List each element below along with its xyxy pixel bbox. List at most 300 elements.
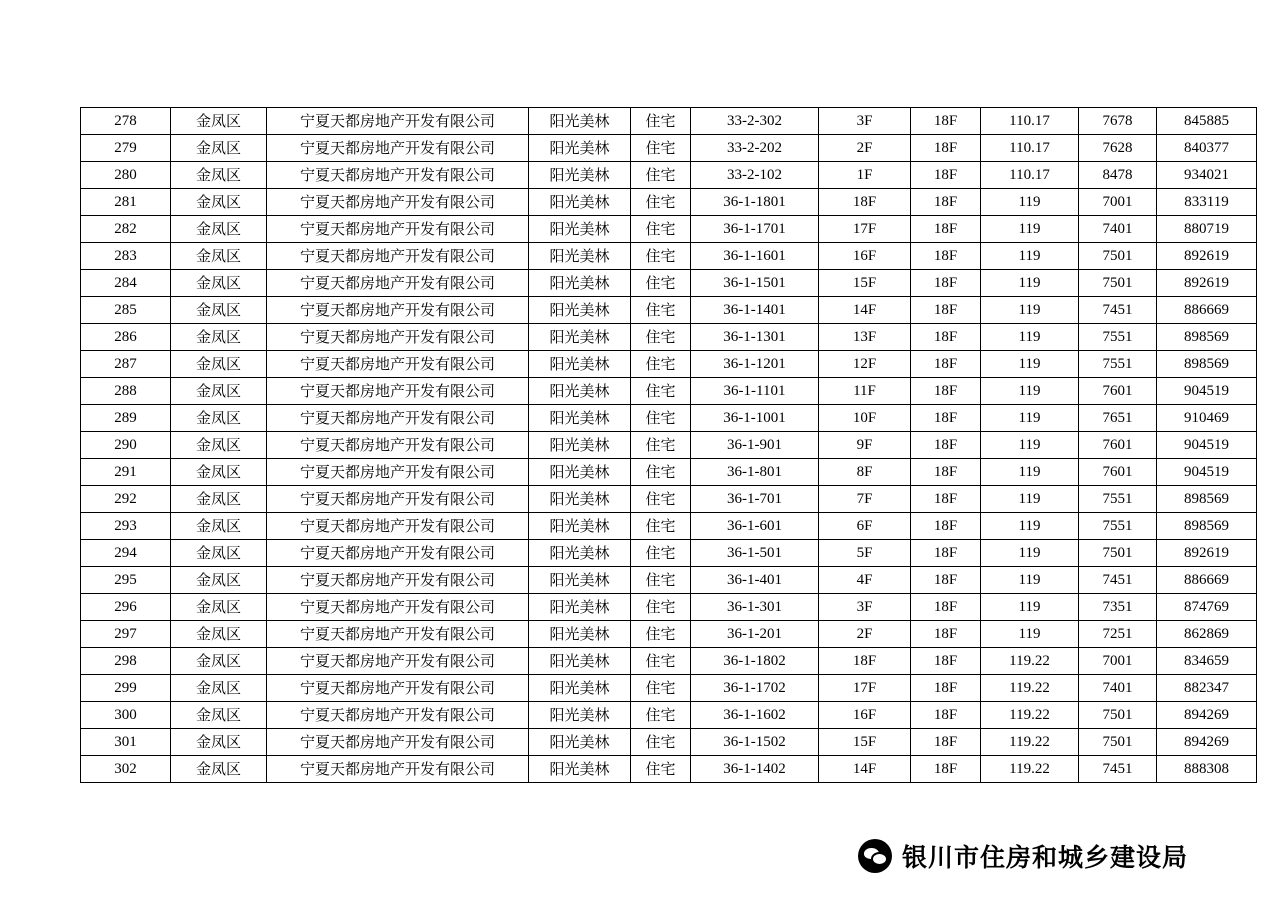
table-cell: 金凤区 <box>171 189 267 216</box>
table-row <box>81 162 1257 189</box>
table-cell: 2F <box>819 135 911 162</box>
table-cell: 15F <box>819 270 911 297</box>
table-cell: 17F <box>819 675 911 702</box>
table-cell: 金凤区 <box>171 702 267 729</box>
table-cell: 18F <box>911 702 981 729</box>
table-cell: 住宅 <box>631 702 691 729</box>
table-cell: 金凤区 <box>171 378 267 405</box>
table-row <box>81 270 1257 297</box>
table-cell: 宁夏天都房地产开发有限公司 <box>267 135 529 162</box>
table-cell: 119 <box>981 270 1079 297</box>
table-cell: 5F <box>819 540 911 567</box>
table-cell: 289 <box>81 405 171 432</box>
table-cell: 住宅 <box>631 135 691 162</box>
table-cell: 298 <box>81 648 171 675</box>
table-cell: 阳光美林 <box>529 513 631 540</box>
table-cell: 36-1-1001 <box>691 405 819 432</box>
table-cell: 宁夏天都房地产开发有限公司 <box>267 405 529 432</box>
table-cell: 宁夏天都房地产开发有限公司 <box>267 621 529 648</box>
table-cell: 36-1-1801 <box>691 189 819 216</box>
table-cell: 301 <box>81 729 171 756</box>
table-cell: 住宅 <box>631 567 691 594</box>
table-cell: 18F <box>911 297 981 324</box>
table-cell: 898569 <box>1157 324 1257 351</box>
table-cell: 金凤区 <box>171 567 267 594</box>
table-cell: 36-1-701 <box>691 486 819 513</box>
table-cell: 119 <box>981 540 1079 567</box>
table-cell: 119.22 <box>981 702 1079 729</box>
table-cell: 119 <box>981 567 1079 594</box>
table-cell: 882347 <box>1157 675 1257 702</box>
table-cell: 7551 <box>1079 351 1157 378</box>
table-cell: 阳光美林 <box>529 243 631 270</box>
table-cell: 阳光美林 <box>529 351 631 378</box>
table-row <box>81 432 1257 459</box>
table-cell: 阳光美林 <box>529 540 631 567</box>
table-cell: 36-1-1401 <box>691 297 819 324</box>
table-cell: 294 <box>81 540 171 567</box>
table-cell: 297 <box>81 621 171 648</box>
table-cell: 119 <box>981 594 1079 621</box>
table-cell: 18F <box>911 405 981 432</box>
table-cell: 14F <box>819 297 911 324</box>
table-cell: 7501 <box>1079 243 1157 270</box>
table-cell: 7401 <box>1079 675 1157 702</box>
table-cell: 14F <box>819 756 911 783</box>
table-cell: 18F <box>819 189 911 216</box>
table-cell: 7351 <box>1079 594 1157 621</box>
table-cell: 金凤区 <box>171 648 267 675</box>
table-cell: 住宅 <box>631 243 691 270</box>
table-cell: 金凤区 <box>171 432 267 459</box>
table-cell: 36-1-901 <box>691 432 819 459</box>
table-cell: 18F <box>911 648 981 675</box>
table-cell: 7628 <box>1079 135 1157 162</box>
table-cell: 宁夏天都房地产开发有限公司 <box>267 729 529 756</box>
table-cell: 住宅 <box>631 729 691 756</box>
table-cell: 892619 <box>1157 243 1257 270</box>
table-cell: 金凤区 <box>171 108 267 135</box>
table-cell: 18F <box>911 324 981 351</box>
table-cell: 295 <box>81 567 171 594</box>
table-cell: 阳光美林 <box>529 621 631 648</box>
table-cell: 898569 <box>1157 351 1257 378</box>
table-cell: 10F <box>819 405 911 432</box>
table-cell: 280 <box>81 162 171 189</box>
table-cell: 7551 <box>1079 324 1157 351</box>
table-cell: 36-1-1802 <box>691 648 819 675</box>
table-cell: 834659 <box>1157 648 1257 675</box>
table-cell: 7451 <box>1079 567 1157 594</box>
table-cell: 36-1-1501 <box>691 270 819 297</box>
property-listing-table-container <box>80 107 1229 783</box>
table-cell: 7501 <box>1079 702 1157 729</box>
property-listing-table <box>80 107 1257 783</box>
table-cell: 36-1-401 <box>691 567 819 594</box>
table-cell: 18F <box>911 108 981 135</box>
table-cell: 金凤区 <box>171 459 267 486</box>
table-cell: 金凤区 <box>171 216 267 243</box>
table-cell: 119 <box>981 459 1079 486</box>
table-cell: 840377 <box>1157 135 1257 162</box>
table-cell: 住宅 <box>631 594 691 621</box>
table-row <box>81 378 1257 405</box>
table-cell: 904519 <box>1157 432 1257 459</box>
table-cell: 阳光美林 <box>529 378 631 405</box>
table-cell: 18F <box>911 486 981 513</box>
table-cell: 898569 <box>1157 513 1257 540</box>
table-cell: 住宅 <box>631 486 691 513</box>
table-cell: 36-1-301 <box>691 594 819 621</box>
table-cell: 住宅 <box>631 351 691 378</box>
table-cell: 12F <box>819 351 911 378</box>
table-cell: 279 <box>81 135 171 162</box>
table-cell: 7251 <box>1079 621 1157 648</box>
table-cell: 7401 <box>1079 216 1157 243</box>
table-cell: 18F <box>911 162 981 189</box>
table-cell: 36-1-501 <box>691 540 819 567</box>
table-row <box>81 729 1257 756</box>
table-row <box>81 216 1257 243</box>
table-cell: 898569 <box>1157 486 1257 513</box>
table-cell: 874769 <box>1157 594 1257 621</box>
table-cell: 宁夏天都房地产开发有限公司 <box>267 324 529 351</box>
table-cell: 15F <box>819 729 911 756</box>
table-cell: 宁夏天都房地产开发有限公司 <box>267 351 529 378</box>
table-cell: 904519 <box>1157 459 1257 486</box>
table-cell: 291 <box>81 459 171 486</box>
table-cell: 292 <box>81 486 171 513</box>
table-cell: 7601 <box>1079 432 1157 459</box>
table-cell: 住宅 <box>631 675 691 702</box>
table-cell: 13F <box>819 324 911 351</box>
table-cell: 17F <box>819 216 911 243</box>
table-cell: 11F <box>819 378 911 405</box>
table-row <box>81 594 1257 621</box>
table-cell: 阳光美林 <box>529 216 631 243</box>
table-cell: 2F <box>819 621 911 648</box>
table-cell: 110.17 <box>981 135 1079 162</box>
table-cell: 宁夏天都房地产开发有限公司 <box>267 702 529 729</box>
table-cell: 阳光美林 <box>529 270 631 297</box>
table-cell: 宁夏天都房地产开发有限公司 <box>267 216 529 243</box>
table-cell: 892619 <box>1157 540 1257 567</box>
table-cell: 119 <box>981 297 1079 324</box>
table-cell: 36-1-801 <box>691 459 819 486</box>
table-cell: 18F <box>911 351 981 378</box>
table-cell: 金凤区 <box>171 135 267 162</box>
table-row <box>81 756 1257 783</box>
table-cell: 宁夏天都房地产开发有限公司 <box>267 675 529 702</box>
table-cell: 904519 <box>1157 378 1257 405</box>
table-cell: 7501 <box>1079 540 1157 567</box>
table-cell: 18F <box>911 729 981 756</box>
table-cell: 宁夏天都房地产开发有限公司 <box>267 459 529 486</box>
table-cell: 金凤区 <box>171 297 267 324</box>
table-cell: 119 <box>981 432 1079 459</box>
footer-branding <box>858 838 1188 874</box>
table-cell: 住宅 <box>631 459 691 486</box>
table-cell: 33-2-202 <box>691 135 819 162</box>
table-cell: 283 <box>81 243 171 270</box>
table-row <box>81 324 1257 351</box>
table-cell: 293 <box>81 513 171 540</box>
table-cell: 119 <box>981 216 1079 243</box>
table-cell: 288 <box>81 378 171 405</box>
table-body <box>81 108 1257 783</box>
table-cell: 住宅 <box>631 405 691 432</box>
table-cell: 119 <box>981 351 1079 378</box>
table-cell: 18F <box>911 594 981 621</box>
table-cell: 880719 <box>1157 216 1257 243</box>
table-cell: 宁夏天都房地产开发有限公司 <box>267 108 529 135</box>
table-cell: 7551 <box>1079 513 1157 540</box>
wechat-icon <box>858 839 892 873</box>
table-row <box>81 540 1257 567</box>
table-cell: 住宅 <box>631 513 691 540</box>
table-cell: 36-1-1301 <box>691 324 819 351</box>
table-cell: 18F <box>819 648 911 675</box>
table-cell: 36-1-1101 <box>691 378 819 405</box>
table-cell: 299 <box>81 675 171 702</box>
table-cell: 892619 <box>1157 270 1257 297</box>
table-cell: 阳光美林 <box>529 756 631 783</box>
table-cell: 宁夏天都房地产开发有限公司 <box>267 648 529 675</box>
table-cell: 119 <box>981 243 1079 270</box>
table-cell: 阳光美林 <box>529 702 631 729</box>
table-row <box>81 567 1257 594</box>
table-cell: 119 <box>981 189 1079 216</box>
table-cell: 住宅 <box>631 162 691 189</box>
table-cell: 阳光美林 <box>529 135 631 162</box>
table-cell: 7501 <box>1079 729 1157 756</box>
table-cell: 33-2-102 <box>691 162 819 189</box>
table-cell: 金凤区 <box>171 351 267 378</box>
table-cell: 宁夏天都房地产开发有限公司 <box>267 162 529 189</box>
table-cell: 金凤区 <box>171 729 267 756</box>
table-cell: 4F <box>819 567 911 594</box>
table-cell: 住宅 <box>631 297 691 324</box>
table-row <box>81 189 1257 216</box>
table-row <box>81 243 1257 270</box>
table-cell: 110.17 <box>981 108 1079 135</box>
table-cell: 宁夏天都房地产开发有限公司 <box>267 432 529 459</box>
table-cell: 1F <box>819 162 911 189</box>
table-row <box>81 702 1257 729</box>
table-cell: 862869 <box>1157 621 1257 648</box>
table-cell: 18F <box>911 432 981 459</box>
table-cell: 7F <box>819 486 911 513</box>
table-cell: 300 <box>81 702 171 729</box>
table-cell: 阳光美林 <box>529 405 631 432</box>
table-cell: 110.17 <box>981 162 1079 189</box>
table-cell: 7601 <box>1079 459 1157 486</box>
table-cell: 910469 <box>1157 405 1257 432</box>
table-cell: 阳光美林 <box>529 594 631 621</box>
table-cell: 7501 <box>1079 270 1157 297</box>
table-cell: 36-1-1201 <box>691 351 819 378</box>
table-cell: 宁夏天都房地产开发有限公司 <box>267 297 529 324</box>
table-cell: 36-1-1702 <box>691 675 819 702</box>
table-cell: 36-1-1701 <box>691 216 819 243</box>
table-cell: 阳光美林 <box>529 675 631 702</box>
table-cell: 18F <box>911 567 981 594</box>
table-row <box>81 297 1257 324</box>
table-cell: 18F <box>911 756 981 783</box>
table-cell: 阳光美林 <box>529 567 631 594</box>
table-cell: 36-1-1502 <box>691 729 819 756</box>
table-cell: 阳光美林 <box>529 729 631 756</box>
table-row <box>81 135 1257 162</box>
table-cell: 886669 <box>1157 297 1257 324</box>
table-cell: 18F <box>911 540 981 567</box>
table-cell: 金凤区 <box>171 675 267 702</box>
table-cell: 282 <box>81 216 171 243</box>
table-cell: 金凤区 <box>171 162 267 189</box>
table-cell: 住宅 <box>631 216 691 243</box>
table-cell: 阳光美林 <box>529 324 631 351</box>
table-cell: 16F <box>819 243 911 270</box>
table-cell: 宁夏天都房地产开发有限公司 <box>267 540 529 567</box>
table-cell: 宁夏天都房地产开发有限公司 <box>267 513 529 540</box>
table-cell: 金凤区 <box>171 540 267 567</box>
table-cell: 金凤区 <box>171 621 267 648</box>
table-cell: 119.22 <box>981 729 1079 756</box>
table-cell: 119 <box>981 405 1079 432</box>
table-cell: 119 <box>981 513 1079 540</box>
table-cell: 36-1-201 <box>691 621 819 648</box>
table-cell: 住宅 <box>631 270 691 297</box>
table-cell: 286 <box>81 324 171 351</box>
table-cell: 119.22 <box>981 675 1079 702</box>
table-cell: 金凤区 <box>171 243 267 270</box>
table-cell: 119 <box>981 324 1079 351</box>
table-cell: 阳光美林 <box>529 648 631 675</box>
table-cell: 119 <box>981 378 1079 405</box>
table-cell: 宁夏天都房地产开发有限公司 <box>267 756 529 783</box>
table-cell: 845885 <box>1157 108 1257 135</box>
table-cell: 阳光美林 <box>529 459 631 486</box>
table-cell: 3F <box>819 594 911 621</box>
table-cell: 119.22 <box>981 648 1079 675</box>
table-cell: 7451 <box>1079 297 1157 324</box>
table-cell: 阳光美林 <box>529 108 631 135</box>
table-cell: 7651 <box>1079 405 1157 432</box>
table-cell: 宁夏天都房地产开发有限公司 <box>267 243 529 270</box>
table-cell: 住宅 <box>631 756 691 783</box>
table-cell: 18F <box>911 675 981 702</box>
table-cell: 36-1-601 <box>691 513 819 540</box>
table-cell: 住宅 <box>631 621 691 648</box>
table-cell: 833119 <box>1157 189 1257 216</box>
table-cell: 36-1-1601 <box>691 243 819 270</box>
table-cell: 阳光美林 <box>529 486 631 513</box>
table-cell: 284 <box>81 270 171 297</box>
table-row <box>81 351 1257 378</box>
table-cell: 金凤区 <box>171 756 267 783</box>
table-cell: 18F <box>911 216 981 243</box>
table-cell: 18F <box>911 459 981 486</box>
table-row <box>81 108 1257 135</box>
table-cell: 7601 <box>1079 378 1157 405</box>
table-cell: 7678 <box>1079 108 1157 135</box>
table-cell: 7001 <box>1079 648 1157 675</box>
table-cell: 宁夏天都房地产开发有限公司 <box>267 594 529 621</box>
footer-organization-name: 银川市住房和城乡建设局 <box>901 843 1188 872</box>
table-cell: 宁夏天都房地产开发有限公司 <box>267 486 529 513</box>
table-cell: 281 <box>81 189 171 216</box>
table-row <box>81 405 1257 432</box>
table-cell: 278 <box>81 108 171 135</box>
table-cell: 金凤区 <box>171 594 267 621</box>
table-cell: 287 <box>81 351 171 378</box>
table-cell: 285 <box>81 297 171 324</box>
table-cell: 119 <box>981 486 1079 513</box>
table-cell: 9F <box>819 432 911 459</box>
table-row <box>81 648 1257 675</box>
table-cell: 18F <box>911 513 981 540</box>
table-cell: 住宅 <box>631 378 691 405</box>
table-cell: 金凤区 <box>171 270 267 297</box>
table-row <box>81 621 1257 648</box>
table-cell: 18F <box>911 243 981 270</box>
table-cell: 7001 <box>1079 189 1157 216</box>
table-cell: 宁夏天都房地产开发有限公司 <box>267 270 529 297</box>
table-cell: 894269 <box>1157 729 1257 756</box>
table-cell: 36-1-1402 <box>691 756 819 783</box>
table-row <box>81 459 1257 486</box>
table-cell: 302 <box>81 756 171 783</box>
table-cell: 18F <box>911 135 981 162</box>
table-cell: 18F <box>911 189 981 216</box>
document-footer <box>0 838 1280 874</box>
table-cell: 阳光美林 <box>529 162 631 189</box>
table-cell: 宁夏天都房地产开发有限公司 <box>267 378 529 405</box>
table-cell: 296 <box>81 594 171 621</box>
table-cell: 7551 <box>1079 486 1157 513</box>
table-cell: 宁夏天都房地产开发有限公司 <box>267 567 529 594</box>
table-cell: 住宅 <box>631 108 691 135</box>
table-cell: 金凤区 <box>171 513 267 540</box>
table-row <box>81 486 1257 513</box>
table-row <box>81 675 1257 702</box>
table-cell: 886669 <box>1157 567 1257 594</box>
table-cell: 36-1-1602 <box>691 702 819 729</box>
table-cell: 住宅 <box>631 432 691 459</box>
table-cell: 6F <box>819 513 911 540</box>
table-cell: 住宅 <box>631 540 691 567</box>
table-cell: 金凤区 <box>171 405 267 432</box>
table-cell: 金凤区 <box>171 486 267 513</box>
table-cell: 33-2-302 <box>691 108 819 135</box>
table-cell: 888308 <box>1157 756 1257 783</box>
table-cell: 18F <box>911 378 981 405</box>
table-cell: 住宅 <box>631 648 691 675</box>
table-cell: 119.22 <box>981 756 1079 783</box>
table-cell: 金凤区 <box>171 324 267 351</box>
table-row <box>81 513 1257 540</box>
table-cell: 阳光美林 <box>529 189 631 216</box>
table-cell: 3F <box>819 108 911 135</box>
table-cell: 16F <box>819 702 911 729</box>
table-cell: 8478 <box>1079 162 1157 189</box>
table-cell: 18F <box>911 621 981 648</box>
table-cell: 阳光美林 <box>529 432 631 459</box>
table-cell: 宁夏天都房地产开发有限公司 <box>267 189 529 216</box>
table-cell: 住宅 <box>631 324 691 351</box>
table-cell: 18F <box>911 270 981 297</box>
table-cell: 8F <box>819 459 911 486</box>
